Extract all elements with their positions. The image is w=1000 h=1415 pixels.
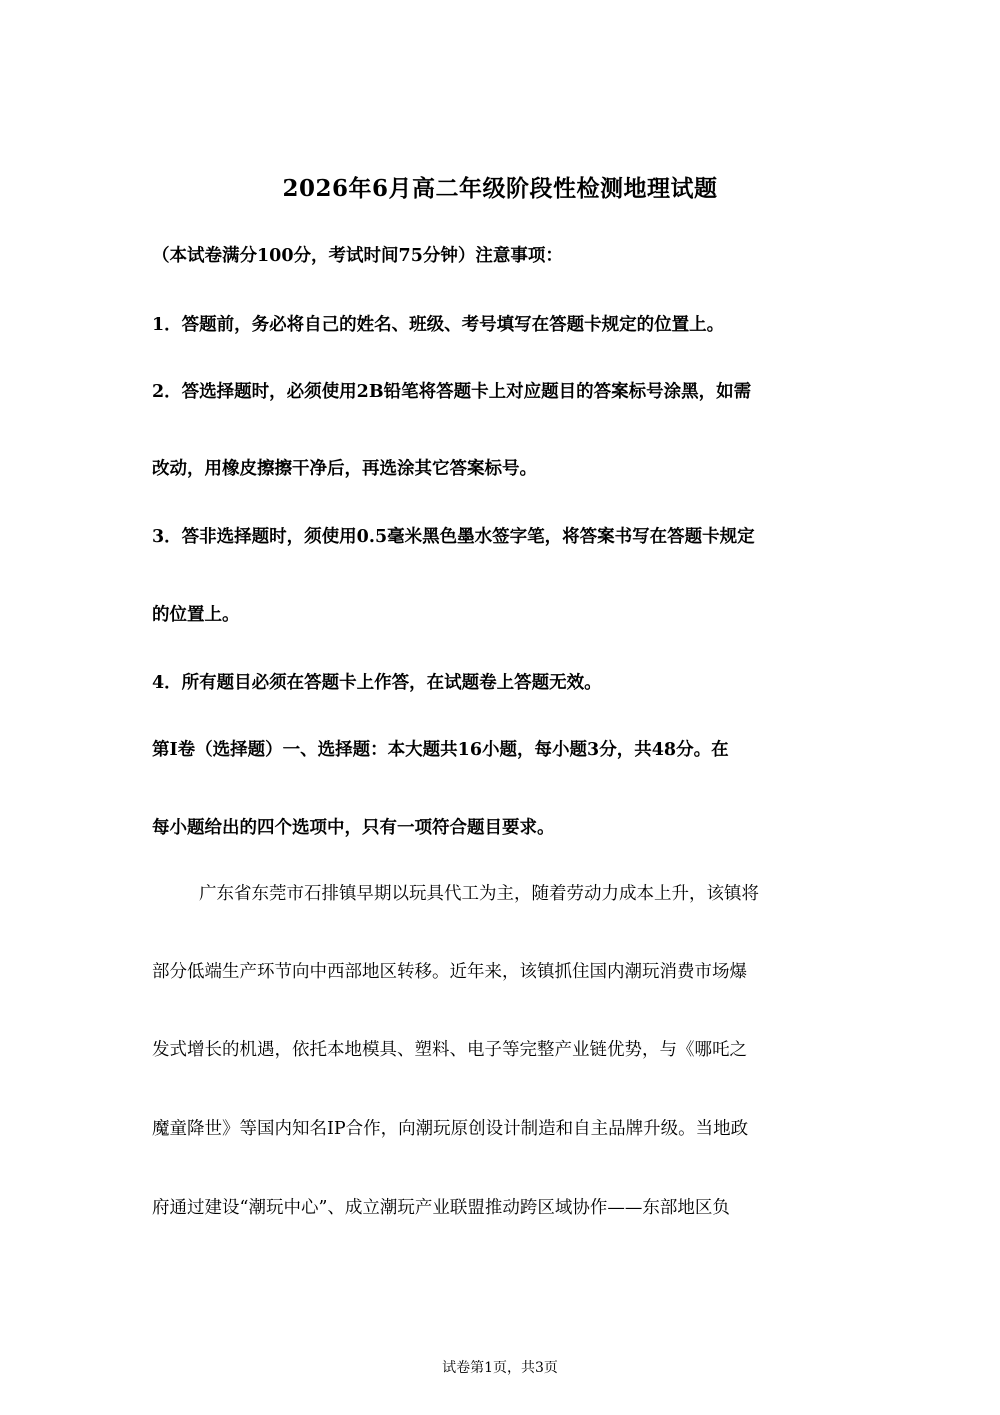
passage-line-1: 广东省东莞市石排镇早期以玩具代工为主，随着劳动力成本上升，该镇将 <box>199 884 759 904</box>
note-2-line-1: 2．答选择题时，必须使用2B铅笔将答题卡上对应题目的答案标号涂黑，如需 <box>152 382 752 402</box>
note-3-line-2: 的位置上。 <box>152 605 240 625</box>
section-header-line-2: 每小题给出的四个选项中，只有一项符合题目要求。 <box>152 818 555 838</box>
note-2-line-2: 改动，用橡皮擦擦干净后，再选涂其它答案标号。 <box>152 459 537 479</box>
section-header-line-1: 第Ⅰ卷（选择题）一、选择题：本大题共16小题，每小题3分，共48分。在 <box>152 740 729 760</box>
passage-line-5: 府通过建设“潮玩中心”、成立潮玩产业联盟推动跨区域协作——东部地区负 <box>152 1198 730 1218</box>
note-1: 1．答题前，务必将自己的姓名、班级、考号填写在答题卡规定的位置上。 <box>152 315 725 335</box>
exam-info: （本试卷满分100分，考试时间75分钟）注意事项： <box>152 246 563 266</box>
document-title: 2026年6月高二年级阶段性检测地理试题 <box>282 175 718 202</box>
passage-line-2: 部分低端生产环节向中西部地区转移。近年来，该镇抓住国内潮玩消费市场爆 <box>152 962 747 982</box>
page-footer: 试卷第1页，共3页 <box>442 1360 558 1376</box>
note-3-line-1: 3．答非选择题时，须使用0.5毫米黑色墨水签字笔，将答案书写在答题卡规定 <box>152 527 755 547</box>
note-4: 4．所有题目必须在答题卡上作答，在试题卷上答题无效。 <box>152 673 602 693</box>
passage-line-4: 魔童降世》等国内知名IP合作，向潮玩原创设计制造和自主品牌升级。当地政 <box>152 1119 749 1139</box>
passage-line-3: 发式增长的机遇，依托本地模具、塑料、电子等完整产业链优势，与《哪吒之 <box>152 1040 747 1060</box>
